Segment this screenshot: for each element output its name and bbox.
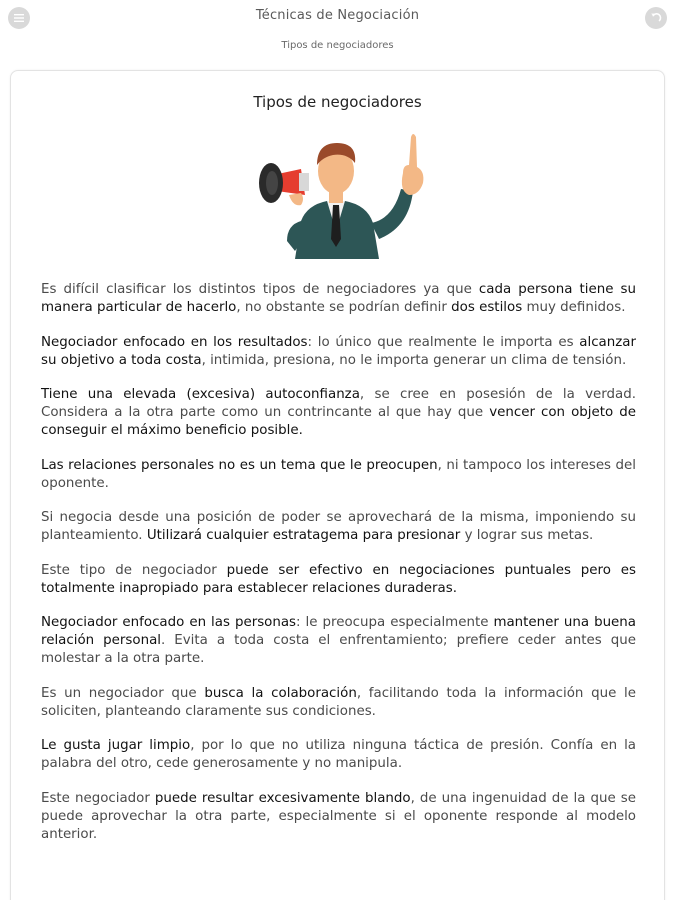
top-bar <box>0 0 675 66</box>
breadcrumb: Tipos de negociadores <box>281 40 394 51</box>
back-button[interactable] <box>645 7 667 29</box>
paragraph: Le gusta jugar limpio, por lo que no utiliza ninguna táctica de presión. Confía en la palabra del otro, cede generosamente y no manipula. <box>41 738 636 771</box>
paragraph: Si negocia desde una posición de poder se aprovechará de la misma, imponiendo su planteamiento. Utilizará cualquier estratagema para presionar y lograr sus metas. <box>41 510 636 543</box>
paragraph: Este tipo de negociador puede ser efectivo en negociaciones puntuales pero es totalmente inapropiado para establecer relaciones duraderas. <box>41 562 636 596</box>
content-card <box>10 70 665 900</box>
paragraph: Negociador enfocado en los resultados: lo único que realmente le importa es alcanzar su objetivo a toda costa, intimida, presiona, no le importa generar un clima de tensión. <box>41 334 636 368</box>
paragraph: Negociador enfocado en las personas: le preocupa especialmente mantener una buena relación personal. Evita a toda costa el enfrentamiento; prefiere ceder antes que molestar a la otra parte. <box>41 615 636 666</box>
paragraph: Las relaciones personales no es un tema que le preocupen, ni tampoco los intereses del oponente. <box>41 457 636 491</box>
page-title: Tipos de negociadores <box>253 93 422 111</box>
paragraph: Es difícil clasificar los distintos tipos de negociadores ya que cada persona tiene su manera particular de hacerlo, no obstante se podrían definir dos estilos muy definidos. <box>41 282 636 315</box>
paragraph: Tiene una elevada (excesiva) autoconfianza, se cree en posesión de la verdad. Considera a la otra parte como un contrincante al que hay que vencer con objeto de conseguir el máximo beneficio posible. <box>41 387 637 438</box>
paragraph: Este negociador puede resultar excesivamente blando, de una ingenuidad de la que se puede aprovechar la otra parte, especialmente si el oponente responde al modelo anterior. <box>41 790 637 842</box>
back-icon <box>649 11 663 25</box>
paragraph: Es un negociador que busca la colaboración, facilitando toda la información que le soliciten, planteando claramente sus condiciones. <box>41 685 636 719</box>
app-title: Técnicas de Negociación <box>255 8 420 23</box>
article-body <box>41 281 636 860</box>
negotiator-megaphone-illustration <box>243 129 439 259</box>
